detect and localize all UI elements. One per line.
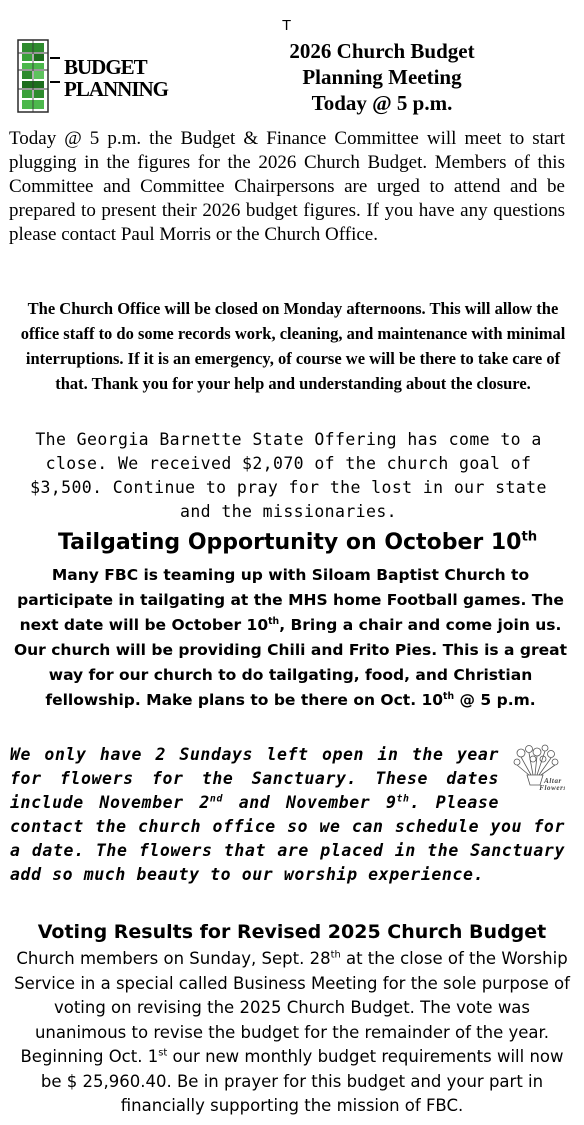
flowers-caption-1: Altar — [544, 777, 562, 785]
tailgating-body — [8, 563, 573, 713]
logo-text — [64, 56, 168, 100]
title-line-3: Today @ 5 p.m. — [311, 91, 453, 115]
tailgating-text-3: @ 5 p.m. — [454, 691, 536, 709]
tailgating-heading-text: Tailgating Opportunity on October 10 — [58, 530, 522, 555]
flowers-text-1: We only have 2 Sundays left open in the year for flowers for the Sanctuary. These dates include November 2 — [10, 745, 499, 812]
voting-results-heading: Voting Results for Revised 2025 Church Budget — [37, 921, 547, 943]
voting-results-body — [10, 947, 574, 1119]
flowers-text-3: . Please contact the church office so we can schedule you for a date. The flowers that are placed in the Sanctuary add so much beauty to our worship experience. — [10, 793, 565, 884]
logo-line-budget: BUDGET — [64, 55, 147, 79]
voting-sup-2: st — [158, 1047, 168, 1059]
tailgating-sup-2: th — [443, 690, 455, 702]
voting-text-1: Church members on Sunday, Sept. 28 — [16, 949, 331, 968]
flower-vase-icon — [507, 743, 565, 793]
tailgating-sup-1: th — [268, 615, 280, 627]
stray-mark: T — [282, 17, 292, 34]
title-line-1: 2026 Church Budget — [289, 39, 475, 63]
budget-planning-logo — [16, 38, 188, 114]
voting-text-2: at the close of the Worship Service in a special called Business Meeting for the sole purpose of voting on revising the 2025 Church Budget. The vote was unanimous to revise the budget for the remainder of the year. Beginning Oct. 1 — [14, 949, 570, 1066]
title-line-2: Planning Meeting — [302, 65, 462, 89]
budget-meeting-body: Today @ 5 p.m. the Budget & Finance Committee will meet to start plugging in the figures for the 2026 Church Budget. Members of this Committee and Committee Chairpersons are urged to attend and be prepared to present their 2026 budget figures. If you have any questions please contact Paul Morris or the Church Office. — [9, 128, 565, 245]
tailgating-heading — [58, 530, 537, 555]
voting-text-3: our new monthly budget requirements will now be $ 25,960.40. Be in prayer for this budget and your part in financially supporting the mission of FBC. — [40, 1047, 564, 1115]
flowers-caption-2: Flowers — [539, 784, 565, 792]
tailgating-heading-sup: th — [521, 529, 538, 545]
flowers-sup-2: th — [396, 793, 410, 805]
budget-meeting-title — [215, 38, 549, 116]
logo-line-planning: PLANNING — [64, 77, 169, 101]
office-closure-notice: The Church Office will be closed on Monday afternoons. This will allow the office staff to do some records work, cleaning, and maintenance with minimal interruptions. If it is an emergency, of course we will be there to take care of that. Thank you for your help and understanding about the closure. — [20, 299, 566, 393]
tailgating-text-1: Many FBC is teaming up with Siloam Baptist Church to participate in tailgating at the MHS home Football games. The next date will be October 10 — [17, 566, 564, 634]
georgia-offering-notice: The Georgia Barnette State Offering has come to a close. We received $2,070 of the church goal of $3,500. Continue to pray for the lost in our state and the missionaries. — [30, 430, 547, 521]
altar-flowers-image — [507, 743, 565, 793]
flowers-text-2: and November 9 — [223, 793, 397, 812]
voting-sup-1: th — [330, 949, 341, 961]
flowers-sup-1: nd — [209, 793, 224, 805]
tailgating-text-2: , Bring a chair and come join us. Our church will be providing Chili and Frito Pies. This is a great way for our church to do tailgating, food, and Christian fellowship. Make plans to be there on Oct. 10 — [13, 616, 568, 709]
altar-flowers-notice — [10, 743, 565, 887]
